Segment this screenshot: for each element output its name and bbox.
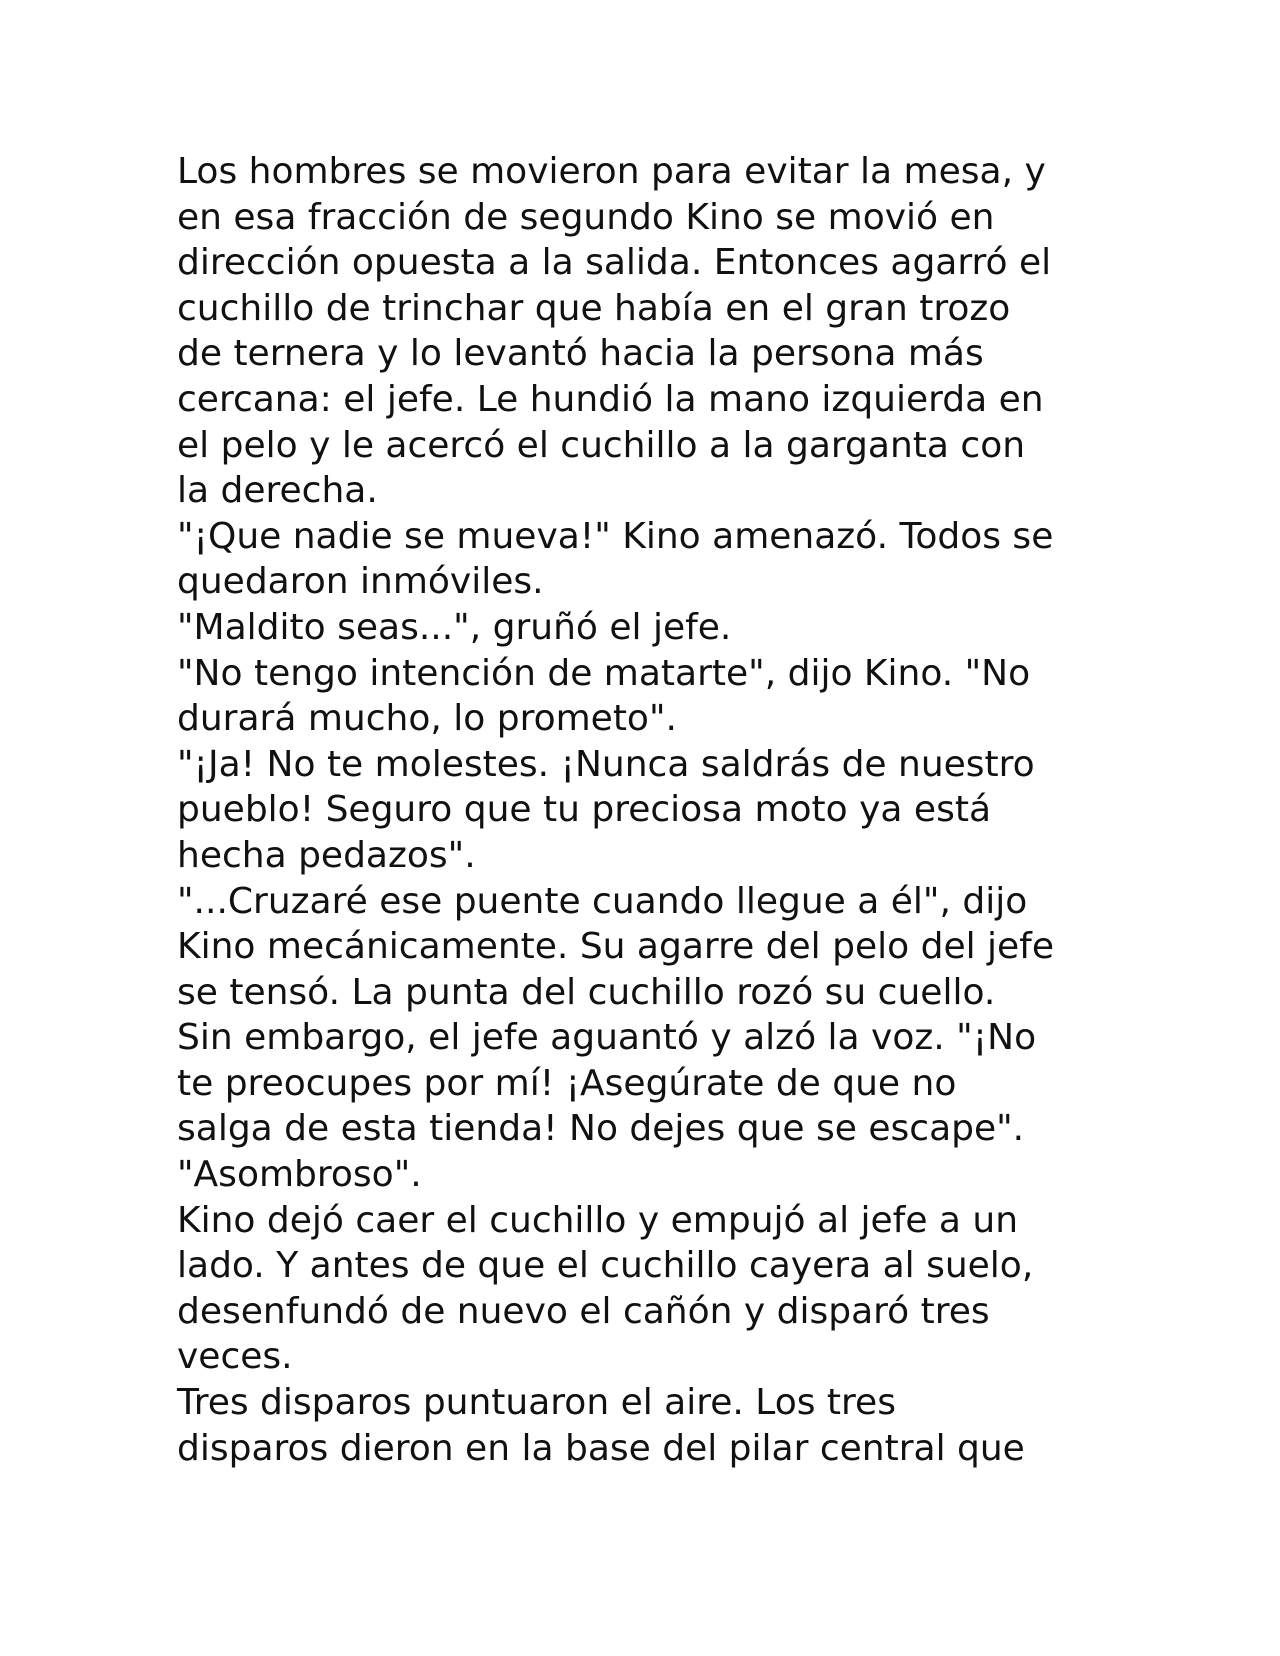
text-line: "¡Que nadie se mueva!" Kino amenazó. Todos se <box>177 515 1054 557</box>
text-line: Kino dejó caer el cuchillo y empujó al jefe a un <box>177 1199 1019 1241</box>
text-line: el pelo y le acercó el cuchillo a la garganta con <box>177 424 1026 466</box>
text-line: disparos dieron en la base del pilar central que <box>177 1427 1025 1469</box>
text-line: quedaron inmóviles. <box>177 561 544 603</box>
body-text <box>177 149 1117 1471</box>
text-line: de ternera y lo levantó hacia la persona más <box>177 333 984 375</box>
text-line: en esa fracción de segundo Kino se movió en <box>177 196 995 238</box>
text-line: pueblo! Seguro que tu preciosa moto ya está <box>177 789 992 831</box>
text-line: "No tengo intención de matarte", dijo Kino. "No <box>177 652 1031 694</box>
text-line: dirección opuesta a la salida. Entonces agarró el <box>177 242 1052 284</box>
text-line: "Asombroso". <box>177 1154 422 1196</box>
text-line: Sin embargo, el jefe aguantó y alzó la voz. "¡No <box>177 1017 1037 1059</box>
text-line: "...Cruzaré ese puente cuando llegue a él", dijo <box>177 880 1028 922</box>
text-line: "Maldito seas...", gruñó el jefe. <box>177 606 732 648</box>
text-line: veces. <box>177 1336 293 1378</box>
text-line: la derecha. <box>177 470 378 512</box>
text-line: se tensó. La punta del cuchillo rozó su cuello. <box>177 971 996 1013</box>
text-line: hecha pedazos". <box>177 834 476 876</box>
text-line: durará mucho, lo prometo". <box>177 698 677 740</box>
text-line: lado. Y antes de que el cuchillo cayera al suelo, <box>177 1245 1034 1287</box>
text-line: cuchillo de trinchar que había en el gran trozo <box>177 287 1011 329</box>
text-line: desenfundó de nuevo el cañón y disparó tres <box>177 1290 990 1332</box>
text-line: cercana: el jefe. Le hundió la mano izquierda en <box>177 378 1044 420</box>
text-line: Kino mecánicamente. Su agarre del pelo del jefe <box>177 926 1055 968</box>
text-line: te preocupes por mí! ¡Asegúrate de que no <box>177 1062 957 1104</box>
text-line: salga de esta tienda! No dejes que se escape". <box>177 1108 1025 1150</box>
text-line: Los hombres se movieron para evitar la mesa, y <box>177 151 1046 192</box>
text-line: Tres disparos puntuaron el aire. Los tres <box>177 1382 896 1424</box>
text-line: "¡Ja! No te molestes. ¡Nunca saldrás de nuestro <box>177 743 1035 785</box>
